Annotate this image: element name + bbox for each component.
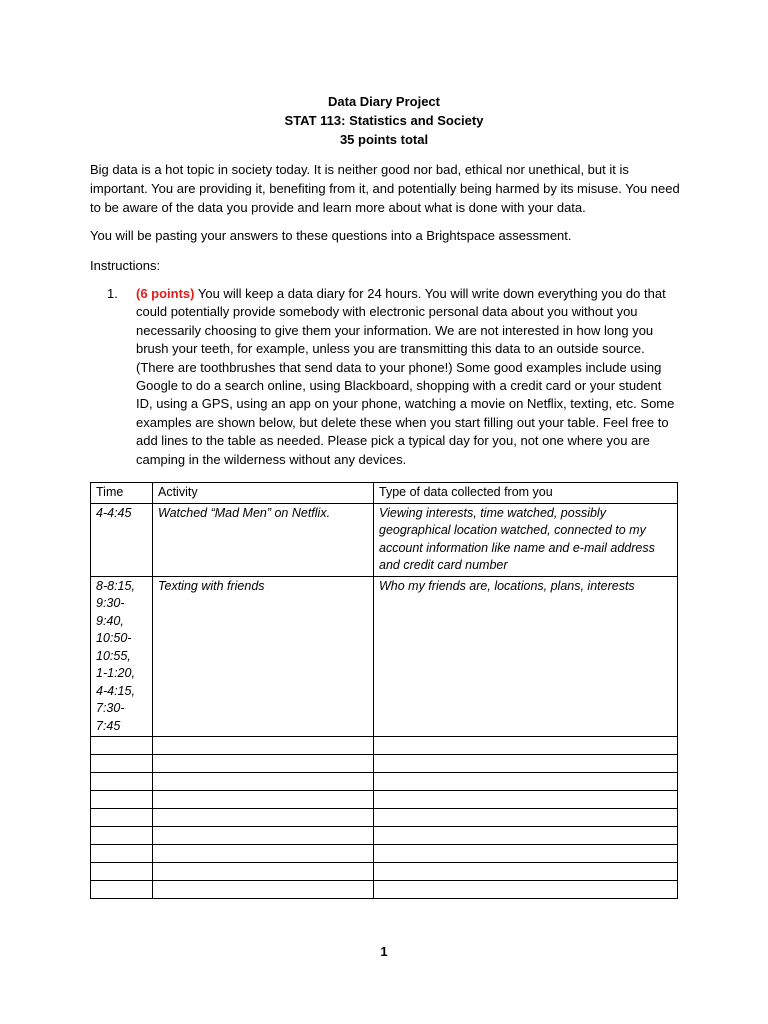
cell-activity[interactable]: Texting with friends	[153, 576, 374, 737]
table-row-empty	[91, 791, 678, 809]
time-line: 9:30-	[96, 596, 125, 610]
cell-activity[interactable]	[153, 755, 374, 773]
cell-time[interactable]	[91, 845, 153, 863]
time-line: 4-4:15,	[96, 683, 135, 698]
table-row-empty	[91, 827, 678, 845]
item-body	[136, 285, 678, 469]
cell-activity[interactable]	[153, 791, 374, 809]
cell-data-type[interactable]	[374, 773, 678, 791]
paste-note: You will be pasting your answers to these questions into a Brightspace assessment.	[90, 228, 572, 243]
cell-data-type[interactable]	[374, 827, 678, 845]
table-row-empty	[91, 737, 678, 755]
cell-time[interactable]	[91, 881, 153, 899]
cell-data-type[interactable]	[374, 809, 678, 827]
page-number: 1	[380, 944, 388, 959]
time-line: 7:30-	[96, 701, 125, 715]
table-row-empty	[91, 845, 678, 863]
time-line: 8-8:15,	[96, 578, 135, 593]
item-points: (6 points)	[136, 286, 195, 301]
table-row-empty	[91, 809, 678, 827]
time-line: 10:50-	[96, 631, 132, 645]
cell-data-type[interactable]	[374, 755, 678, 773]
cell-activity[interactable]	[153, 827, 374, 845]
item-number: 1.	[107, 286, 118, 301]
cell-data-type[interactable]	[374, 791, 678, 809]
cell-activity[interactable]: Watched “Mad Men” on Netflix.	[153, 503, 374, 576]
time-line: 7:45	[96, 718, 121, 733]
table-header-row	[91, 483, 678, 504]
header-time: Time	[91, 483, 153, 504]
time-line: 1-1:20,	[96, 666, 135, 680]
cell-activity[interactable]	[153, 881, 374, 899]
intro-paragraph: Big data is a hot topic in society today. It is neither good nor bad, ethical nor unethical, but it is important. You are providing it, benefiting from it, and potentially being harmed by its misuse. You need to be aware of the data you provide and learn more about what is done with your data.	[90, 162, 680, 215]
header-activity: Activity	[153, 483, 374, 504]
table-row	[91, 503, 678, 576]
table-row-empty	[91, 863, 678, 881]
item-text: You will keep a data diary for 24 hours. You will write down everything you do that could potentially provide somebody with electronic personal data about you without you necessarily choosing to give them your information. We are not interested in how long you brush your teeth, for example, unless you are transmitting this data to an outside source. (There are toothbrushes that send data to your phone!) Some good examples include using Google to do a search online, using Blackboard, shopping with a credit card or your student ID, using a GPS, using an app on your phone, watching a movie on Netflix, texting, etc. Some examples are shown below, but delete these when you start filling out your table. Feel free to add lines to the table as needed. Please pick a typical day for you, not one where you are camping in the wilderness without any devices.	[136, 286, 675, 467]
course-name: STAT 113: Statistics and Society	[284, 113, 484, 128]
cell-time[interactable]	[91, 773, 153, 791]
cell-data-type[interactable]	[374, 881, 678, 899]
cell-data-type[interactable]: Who my friends are, locations, plans, interests	[374, 576, 678, 737]
cell-activity[interactable]	[153, 773, 374, 791]
cell-data-type[interactable]: Viewing interests, time watched, possibly geographical location watched, connected to my account information like name and e-mail address and credit card number	[374, 503, 678, 576]
document-title: Data Diary Project	[328, 94, 440, 109]
points-total: 35 points total	[339, 132, 429, 147]
document-header	[0, 92, 768, 149]
cell-time[interactable]	[91, 827, 153, 845]
cell-time[interactable]	[91, 809, 153, 827]
cell-time[interactable]	[91, 755, 153, 773]
cell-time[interactable]	[91, 791, 153, 809]
cell-activity[interactable]	[153, 845, 374, 863]
cell-activity[interactable]	[153, 863, 374, 881]
cell-data-type[interactable]	[374, 737, 678, 755]
table-row-empty	[91, 755, 678, 773]
cell-data-type[interactable]	[374, 863, 678, 881]
cell-time[interactable]: 4-4:45	[91, 503, 153, 576]
cell-data-type[interactable]	[374, 845, 678, 863]
cell-activity[interactable]	[153, 737, 374, 755]
table-row-empty	[91, 881, 678, 899]
instructions-label: Instructions:	[90, 258, 161, 273]
table-row-empty	[91, 773, 678, 791]
header-data-type: Type of data collected from you	[374, 483, 678, 504]
time-line: 9:40,	[96, 613, 124, 628]
cell-activity[interactable]	[153, 809, 374, 827]
cell-time[interactable]	[91, 863, 153, 881]
cell-time[interactable]	[91, 737, 153, 755]
table-row	[91, 576, 678, 737]
time-line: 10:55,	[96, 648, 131, 663]
data-diary-table	[90, 482, 678, 899]
cell-time[interactable]	[91, 576, 153, 737]
